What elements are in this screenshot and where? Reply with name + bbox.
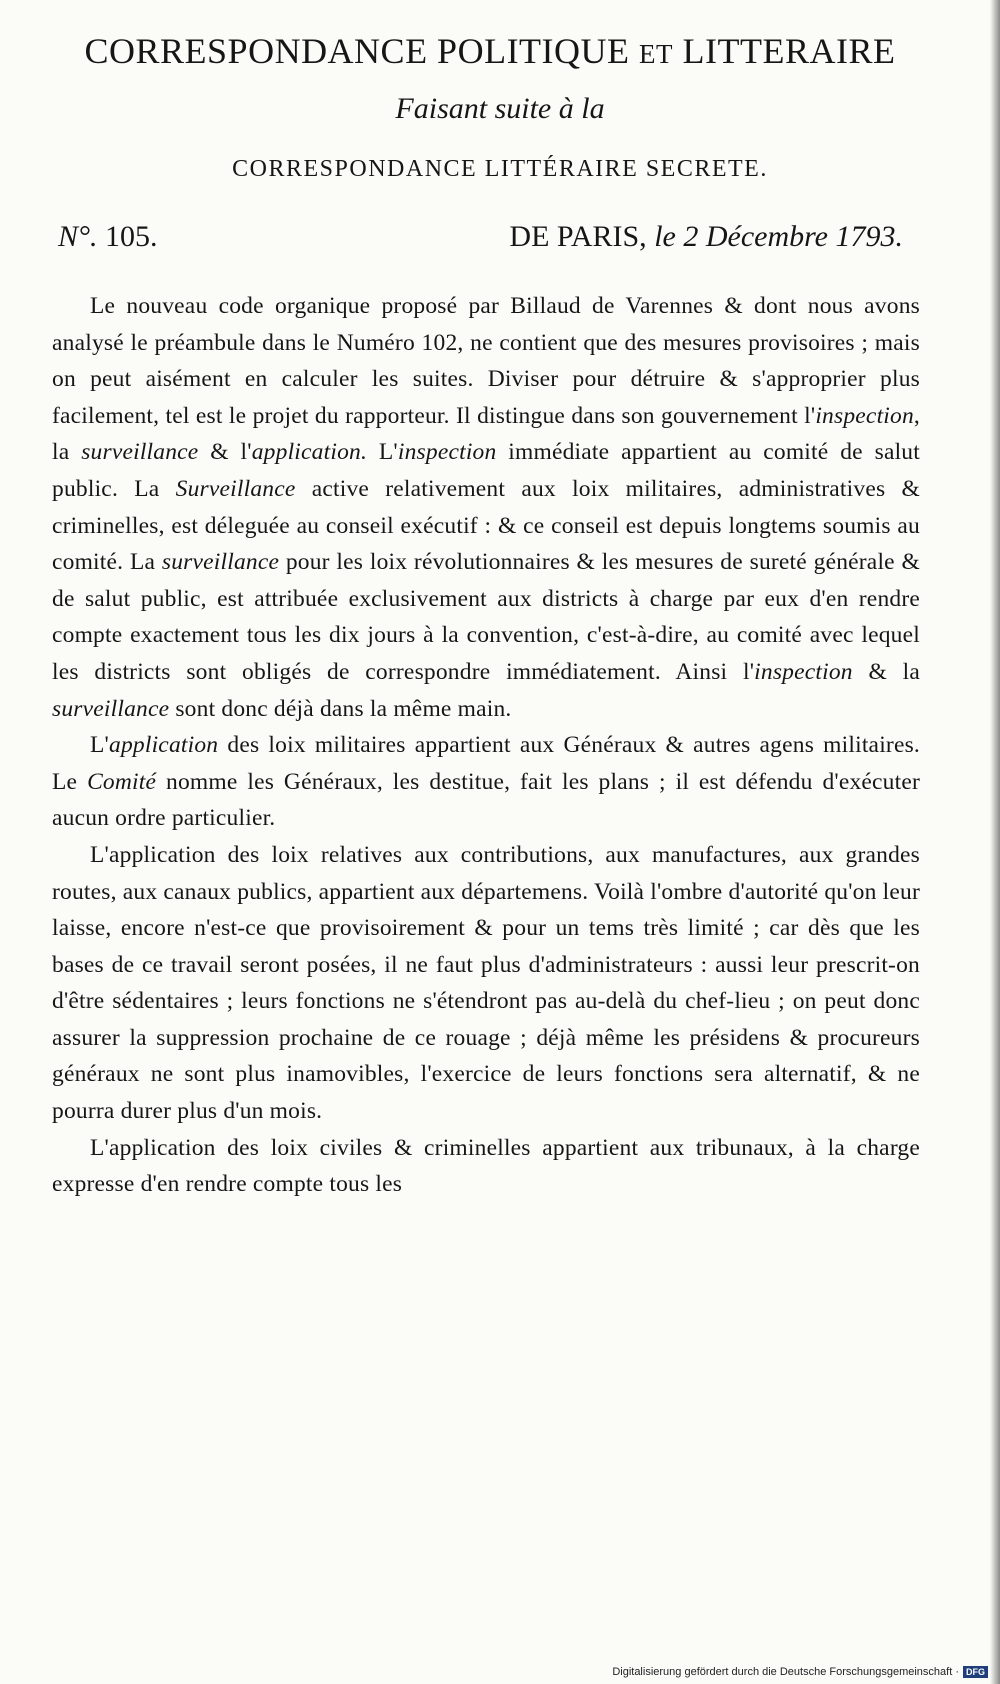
journal-subtitle: Faisant suite à la xyxy=(395,92,605,125)
title-part1: CORRESPONDANCE POLITIQUE xyxy=(84,31,630,71)
text-segment: pour les loix révolutionnaires & les mesures de sureté générale & de salut public, est attribuée exclusivement aux districts à charge par eux d'en rendre compte exactement tous les dix jours à la convention, c'est-à-dire, au comité avec lequel les districts sont obligés de correspondre immédiatement. Ainsi l' xyxy=(52,549,920,685)
text-segment: sont donc déjà dans la même main. xyxy=(169,695,512,722)
title-connector: ET xyxy=(639,39,674,69)
text-segment: L' xyxy=(90,732,109,759)
issue-date: le 2 Décembre 1793. xyxy=(654,220,903,253)
issue-number-value: 105. xyxy=(105,220,158,253)
article-body xyxy=(52,288,920,1203)
text-segment: , la xyxy=(52,402,920,466)
italic-text-segment: Comité xyxy=(87,768,157,795)
text-segment: immédiate appartient au comité de salut public. La xyxy=(52,439,920,502)
issue-place: DE PARIS, xyxy=(509,220,647,253)
italic-text-segment: surveillance xyxy=(52,695,170,722)
digitization-credit-text: Digitalisierung gefördert durch die Deutsche Forschungsgemeinschaft · xyxy=(612,1666,959,1678)
text-segment: des loix militaires appartient aux Généraux & autres agens militaires. Le xyxy=(52,732,920,795)
text-segment: L' xyxy=(367,439,398,466)
article-paragraph xyxy=(52,1130,920,1203)
italic-text-segment: surveillance xyxy=(161,549,280,576)
journal-title xyxy=(50,30,930,72)
page-edge-shadow xyxy=(990,0,1000,1684)
italic-text-segment: inspection xyxy=(754,658,853,685)
text-segment: active relativement aux loix militaires, administratives & criminelles, est déleguée au conseil exécutif : & ce conseil est depuis longtems soumis au comité. La xyxy=(52,475,920,576)
italic-text-segment: surveillance xyxy=(81,439,199,466)
text-segment: & l' xyxy=(198,439,252,466)
article-paragraph xyxy=(52,727,920,837)
italic-text-segment: application xyxy=(109,732,219,759)
digitization-credit xyxy=(612,1666,988,1678)
dfg-logo: DFG xyxy=(963,1666,988,1678)
issue-dateline xyxy=(509,220,903,254)
issue-number xyxy=(58,220,158,254)
issue-line xyxy=(58,220,903,260)
italic-text-segment: inspection xyxy=(397,439,497,466)
series-title: CORRESPONDANCE LITTÉRAIRE SECRETE. xyxy=(232,156,768,182)
italic-text-segment: inspection xyxy=(815,402,914,429)
text-segment: nomme les Généraux, les destitue, fait les plans ; il est défendu d'exécuter aucun ordre particulier. xyxy=(52,768,921,832)
text-segment: L'application des loix relatives aux contributions, aux manufactures, aux grandes routes, aux canaux publics, appartient aux départemens. Voilà l'ombre d'autorité qu'on leur laisse, encore n'est-ce que provisoirement & pour un tems très limité ; car dès que les bases de ce travail seront posées, il ne faut plus d'administrateurs : aussi leur prescrit-on d'être sédentaires ; leurs fonctions ne s'étendront pas au-delà du chef-lieu ; on peut donc assurer la suppression prochaine de ce rouage ; déjà même les présidens & procureurs généraux ne sont plus inamovibles, l'exercice de leurs fonctions sera alternatif, & ne pourra durer plus d'un mois. xyxy=(52,841,920,1125)
article-paragraph xyxy=(52,837,920,1130)
text-segment: & la xyxy=(852,658,920,685)
italic-text-segment: Surveillance xyxy=(175,475,296,502)
text-segment: L'application des loix civiles & criminelles appartient aux tribunaux, à la charge expresse d'en rendre compte tous les xyxy=(52,1134,920,1198)
title-part2: LITTERAIRE xyxy=(682,31,896,71)
italic-text-segment: application. xyxy=(251,439,368,466)
text-segment: Le nouveau code organique proposé par Billaud de Varennes & dont nous avons analysé le préambule dans le Numéro 102, ne contient que des mesures provisoires ; mais on peut aisément en calculer les suites. Diviser pour détruire & s'approprier plus facilement, tel est le projet du rapporteur. Il distingue dans son gouvernement l' xyxy=(52,293,920,429)
article-paragraph xyxy=(52,288,920,727)
issue-number-prefix: N°. xyxy=(58,220,98,253)
